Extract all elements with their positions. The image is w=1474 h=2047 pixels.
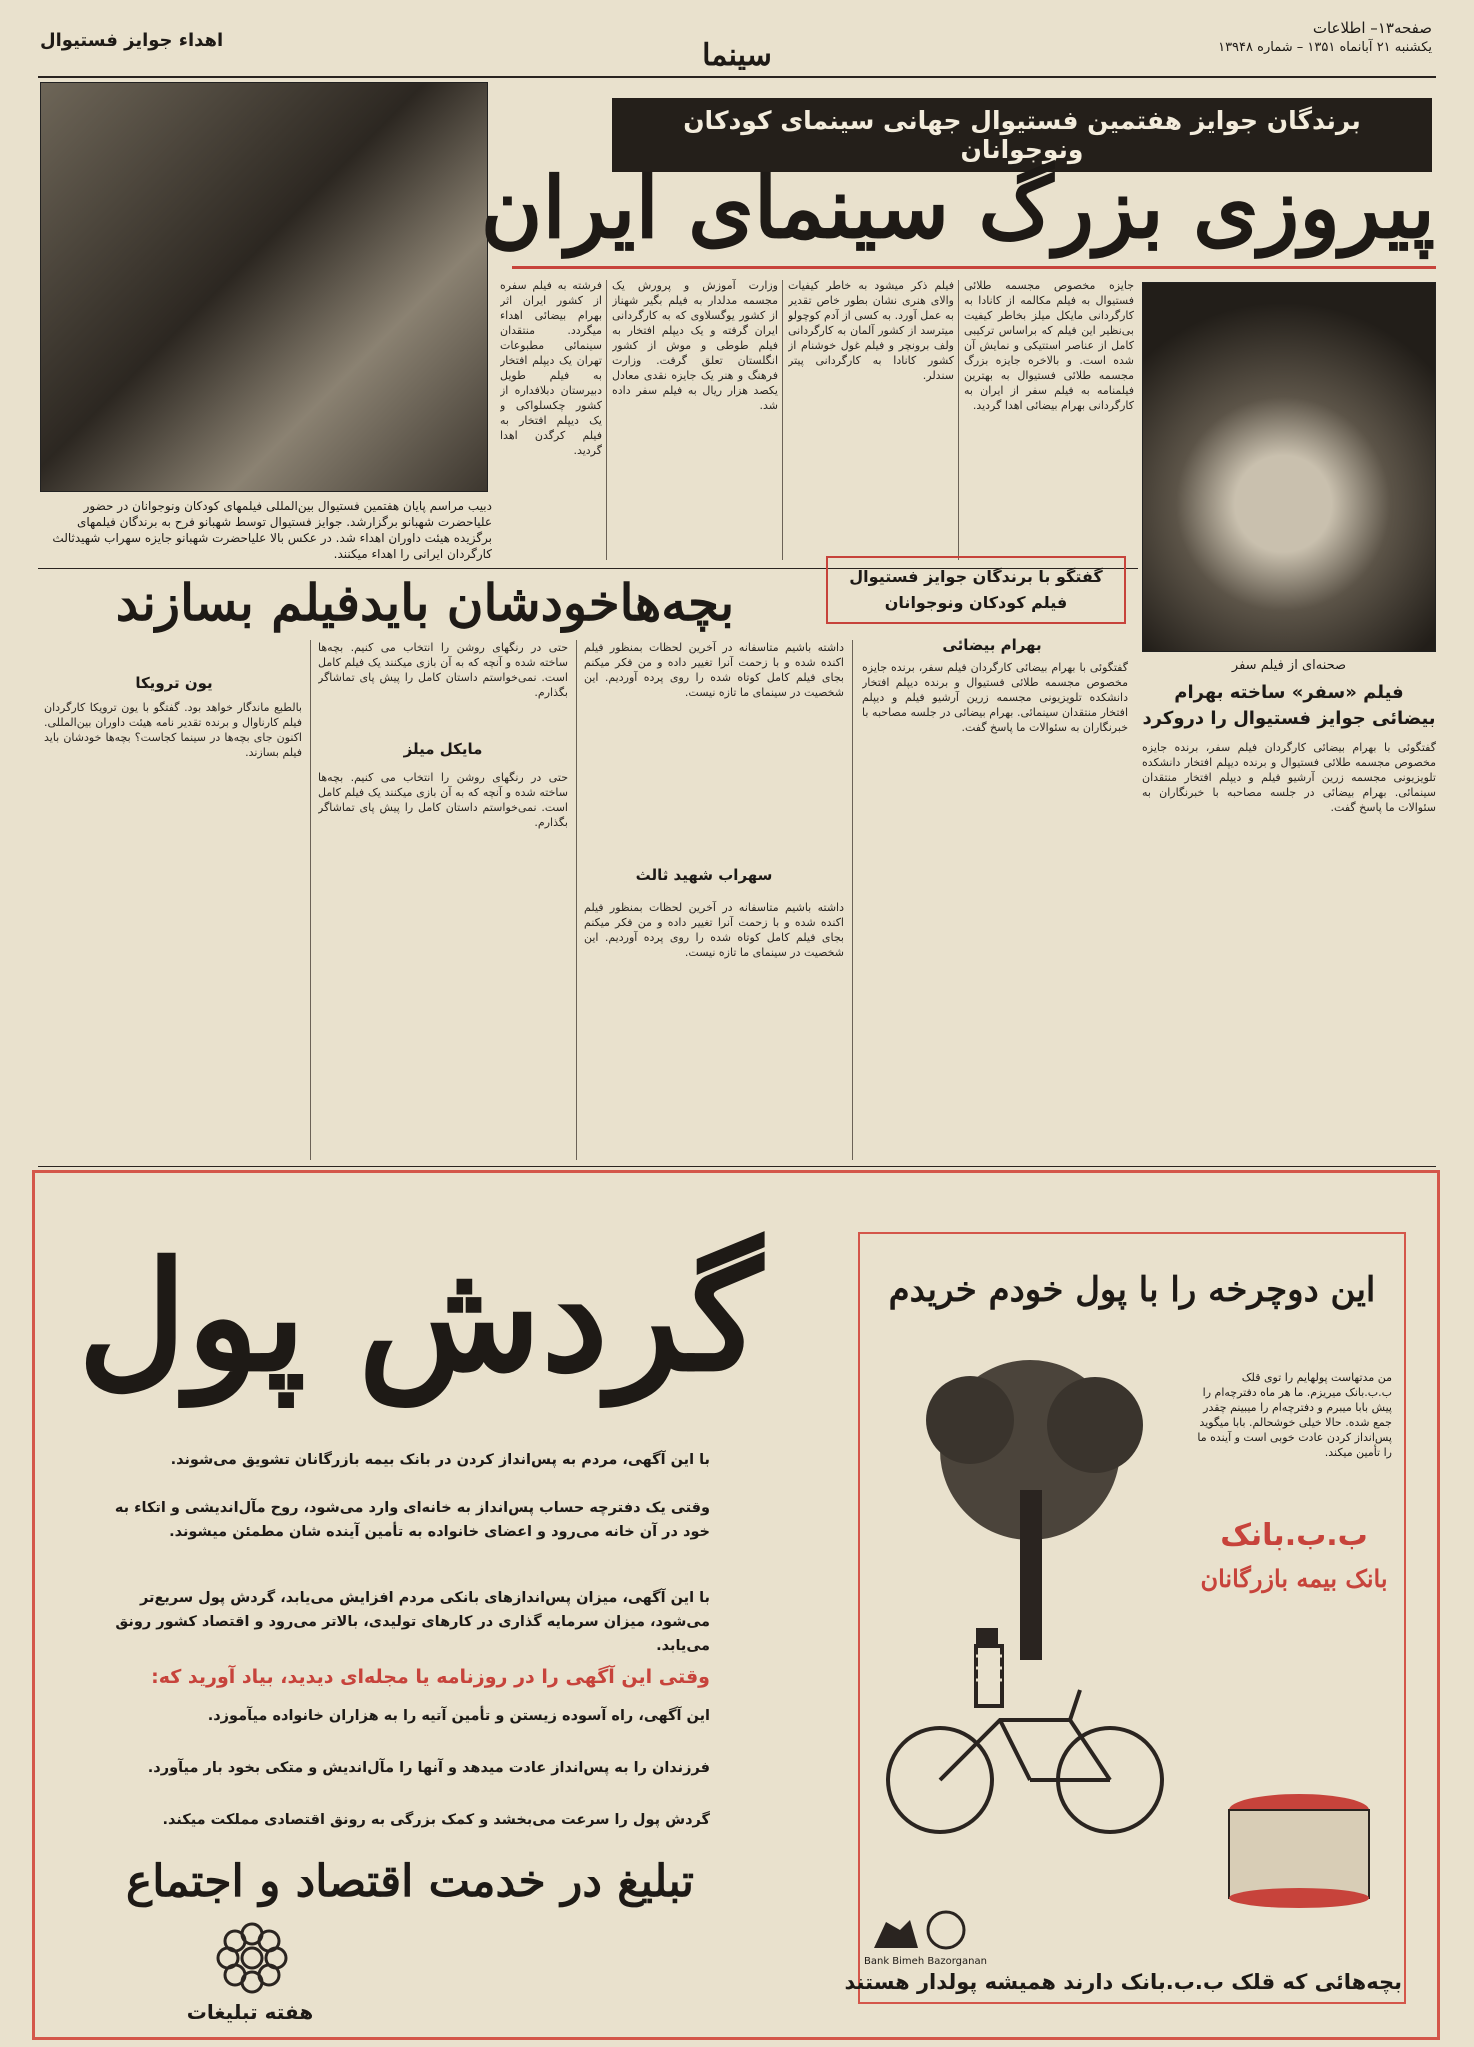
topic-label: اهداء جوایز فستیوال: [40, 30, 224, 51]
subhead-troyka: یون ترویکا: [135, 674, 213, 692]
ceremony-photo-caption: دبیب مراسم پایان هفتمین فستیوال بین‌المللی فیلمهای کودکان ونوجوانان در حضور علیاحضرت شهبانو برگزارشد. جوایز فستیوال توسط شهبانو فرح به برندگان فیلمهای برگزیده هیئت داوران اهداء شد. در عکس بالا علیاحضرت شهبانو جایزه سهراب شهیدثالث کارگردان ایرانی را اهداء میکنند.: [52, 499, 492, 561]
savings-ad-bullet-1: این آگهی، راه آسوده زیستن و تأمین آتیه را به هزاران خانواده میآموزد.: [207, 1708, 710, 1724]
subhead-mills: مایکل میلز: [403, 740, 483, 758]
bank-ad-headline: این دوچرخه را با پول خودم خریدم: [888, 1270, 1376, 1310]
bank-latin-name: Bank Bimeh Bazorganan: [864, 1956, 987, 1967]
boy-bicycle-illustration: [880, 1340, 1200, 1860]
header-rule: [38, 76, 1436, 78]
bank-ad-name: بانک بیمه بازرگانان: [1200, 1564, 1388, 1593]
bank-ad-logo: ب.ب.بانک: [1220, 1518, 1368, 1553]
savings-ad-point-1: وقتی یک دفترچه حساب پس‌انداز به خانه‌ای وارد می‌شود، روح مآل‌اندیشی و اتکاء به خود در آن خانه می‌رود و اعضای خانواده به تأمین آینده شان مطمئن میشوند.: [114, 1500, 710, 1540]
interview-headline: بچه‌هاخودشان بایدفیلم بسازند: [115, 573, 735, 632]
lead-col-2: فیلم ذکر میشود به خاطر کیفیات والای هنری نشان بطور خاص تقدیر به عمل آورد. به کسی از آدم کوچولو میترسد از کشور آلمان به کارگردانی ولف برونچر و فیلم غول خوشنام از کشور کانادا به کارگردانی پیتر سندلر.: [788, 279, 954, 382]
boy-photo: [1142, 282, 1436, 652]
photo2-caption: فیلم «سفر» ساخته بهرام بیضائی جوایز فستیوال را دروکرد: [1142, 682, 1436, 729]
interview-col-3b: حتی در رنگهای روشن را انتخاب می کنیم. بچه‌ها ساخته شده و آنچه که به آن بازی میکنند یک فیلم کامل است. نمی‌خواستم داستان کامل را پیش پای تماشاگر بگذارم.: [318, 771, 568, 829]
savings-ad-red-line: وقتی این آگهی را در روزنامه یا مجله‌ای دیدید، بیاد آورید که:: [151, 1666, 710, 1688]
lead-col-4: فرشته به فیلم سفره از کشور ایران اثر بهرام بیضائی اهداء میگردد. منتقدان سینمائی مطبوعات تهران یک دیپلم افتخار به فیلم طویل دبیرستان دبلافداره از کشور چکسلواکی و یک دیپلم افتخار به فیلم کرگدن اهدا گردید.: [500, 279, 602, 457]
column-rule: [606, 280, 607, 560]
subhead-beyzai: بهرام بیضائی: [942, 636, 1042, 654]
issue-date: یکشنبه ۲۱ آبانماه ۱۳۵۱ – شماره ۱۳۹۴۸: [1218, 40, 1432, 55]
column-rule: [576, 640, 577, 1160]
savings-ad-title: گردش پول: [77, 1229, 763, 1405]
section-title: سینما: [702, 38, 772, 73]
bank-ad-tagline: بچه‌هائی که قلک ب.ب.بانک دارند همیشه پولدار هستند: [844, 1970, 1402, 1994]
subhead-saless: سهراب شهید ثالث: [635, 866, 773, 884]
interview-col-3: حتی در رنگهای روشن را انتخاب می کنیم. بچه‌ها ساخته شده و آنچه که به آن بازی میکنند یک فیلم کامل است. نمی‌خواستم داستان کامل را پیش پای تماشاگر بگذارم.: [318, 641, 568, 699]
savings-ad-point-2: با این آگهی، میزان پس‌اندازهای بانکی مردم افزایش می‌یابد، گردش پول سریع‌تر می‌شود، میزان سرمایه گذاری در کارهای تولیدی، بالاتر می‌رود و اقتصاد کشور رونق می‌یابد.: [115, 1590, 710, 1654]
lead-banner: برندگان جوایز هفتمین فستیوال جهانی سینمای کودکان ونوجوانان: [612, 98, 1432, 172]
column-rule: [852, 640, 853, 1160]
column-rule: [782, 280, 783, 560]
logo-label: هفته تبلیغات: [186, 2000, 314, 2024]
lead-headline: پیروزی بزرگ سینمای ایران: [480, 158, 1435, 257]
page-number: صفحه۱۳– اطلاعات: [1312, 19, 1432, 37]
interview-col-right: گفتگوئی با بهرام بیضائی کارگردان فیلم سفر، برنده جایزه مخصوص مجسمه طلائی فستیوال و برنده دیپلم افتخار دانشکده تلویزیونی مجسمه زرین آرشیو فیلم و دیپلم افتخار منتقدان سینمائی. بهرام بیضائی در جلسه مصاحبه با خبرنگاران به سئوالات ما پاسخ گفت.: [1142, 741, 1436, 814]
lead-red-rule: [512, 266, 1436, 269]
interview-box-line1: گفتگو با برندگان جوایز فستیوال: [849, 567, 1103, 586]
lead-col-1: جایزه مخصوص مجسمه طلائی فستیوال به فیلم مکالمه از کانادا به کارگردانی مایکل میلز بخاطر کیفیت بی‌نظیر این فیلم که براساس ترکیبی کامل از عناصر استتیکی و نمایش آن شده است. و بالاخره جایزه بزرگ مجسمه طلائی فستیوال به بهترین فیلمنامه به فیلم سفر از ایران به کارگردانی بهرام بیضائی اهدا گردید.: [964, 279, 1134, 412]
ads-rule: [38, 1166, 1436, 1167]
interview-col-2: داشته باشیم متاسفانه در آخرین لحظات بمنظور فیلم اکنده شده و با زحمت آنرا تغییر داده و من فکر میکنم بجای فیلم کامل کوتاه شده را روی پرده آوردیم. این شخصیت در سینمای ما تازه نیست.: [584, 641, 844, 699]
ceremony-photo: [40, 82, 488, 492]
column-rule: [310, 640, 311, 1160]
bank-lion-logo-icon: [866, 1908, 976, 1958]
photo2-caption-title: صحنه‌ای از فیلم سفر: [1231, 658, 1347, 673]
piggybank-tin-illustration: [1224, 1790, 1374, 1910]
savings-ad-bullet-2: فرزندان را به پس‌انداز عادت میدهد و آنها را مآل‌اندیش و متکی بخود بار میآورد.: [147, 1760, 710, 1776]
savings-ad-intro: با این آگهی، مردم به پس‌انداز کردن در بانک بیمه بازرگانان تشویق می‌شوند.: [170, 1452, 710, 1468]
savings-ad-bullet-3: گردش پول را سرعت می‌بخشد و کمک بزرگی به رونق اقتصادی مملکت میکند.: [162, 1812, 710, 1828]
interview-col-1: گفتگوئی با بهرام بیضائی کارگردان فیلم سفر، برنده جایزه مخصوص مجسمه طلائی فستیوال و برنده دیپلم افتخار دانشکده تلویزیونی مجسمه زرین آرشیو فیلم و دیپلم افتخار منتقدان سینمائی. بهرام بیضائی در جلسه مصاحبه با خبرنگاران به سئوالات ما پاسخ گفت.: [862, 661, 1128, 734]
savings-ad-footer: تبلیغ در خدمت اقتصاد و اجتماع: [125, 1856, 695, 1907]
flower-logo-icon: [212, 1918, 292, 1998]
interview-col-2b: داشته باشیم متاسفانه در آخرین لحظات بمنظور فیلم اکنده شده و با زحمت آنرا تغییر داده و من فکر میکنم بجای فیلم کامل کوتاه شده را روی پرده آوردیم. این شخصیت در سینمای ما تازه نیست.: [584, 901, 844, 959]
column-rule: [958, 280, 959, 560]
interview-col-4: بالطبع ماندگار خواهد بود. گفتگو با یون ترویکا کارگردان فیلم کارناوال و برنده تقدیر نامه هیئت داوران بین‌المللی. اکنون جای بچه‌ها در سینما کجاست؟ بچه‌ها خودشان باید فیلم بسازند.: [44, 701, 302, 759]
interview-box-line2: فیلم کودکان ونوجوانان: [884, 593, 1068, 612]
interview-box: [826, 556, 1126, 624]
lead-col-3: وزارت آموزش و پرورش یک مجسمه مدلدار به فیلم بگیر شهناز از کشور یوگسلاوی که به کارگردانی ایران گرفته و یک دیپلم افتخار به فیلم طوطی و موش از کشور انگلستان تعلق گرفت. وزارت فرهنگ و هنر یک جایزه نقدی معادل یکصد هزار ریال به فیلم سفر داده شد.: [612, 279, 778, 412]
bank-ad-body: من مدتهاست پولهایم را توی قلک ب.ب.بانک میریزم. ما هر ماه دفترچه‌ام را پیش بابا میبرم و دفترچه‌ام را میبینم چقدر جمع شده. حالا خیلی خوشحالم. بابا میگوید پس‌انداز کردن عادت خوبی است و آینده ما را تأمین میکند.: [1197, 1371, 1392, 1459]
